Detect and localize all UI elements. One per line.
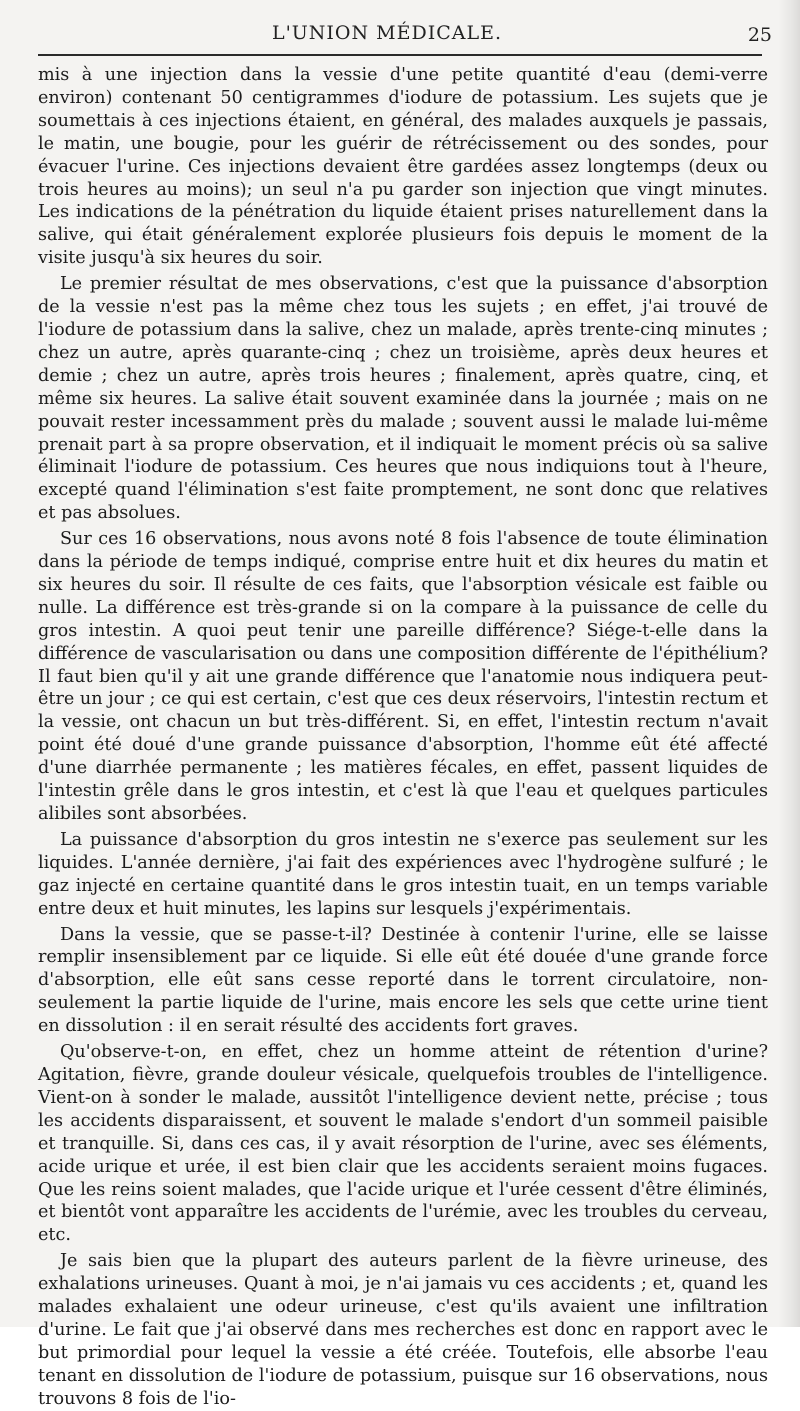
paragraph-3: Sur ces 16 observations, nous avons noté 8 fois l'absence de toute élimination dans la période de temps indiqué, comprise entre huit et dix heures du matin et six heures du soir. Il résulte de ces faits, que l'absorption vésicale est faible ou nulle. La différence est très-grande si on la compare à la puissance de celle du gros intestin. A quoi peut tenir une pareille différence? Siége-t-elle dans la différence de vascularisation ou dans une composition différente de l'épithélium? Il faut bien qu'il y ait une grande différence que l'anatomie nous indiquera peut-être un jour ; ce qui est certain, c'est que ces deux réservoirs, l'intestin rectum et la vessie, ont chacun un but très-différent. Si, en effet, l'intestin rectum n'avait point été doué d'une grande puissance d'absorption, l'homme eût été affecté d'une diarrhée permanente ; les matières fécales, en effet, passent liquides de l'intestin grêle dans le gros intestin, et c'est là que l'eau et quelques particules alibiles sont absorbées.: [38, 529, 768, 824]
header-rule: [38, 54, 762, 56]
paragraph-6: Qu'observe-t-on, en effet, chez un homme atteint de rétention d'urine? Agitation, fièvre, grande douleur vésicale, quelquefois troubles de l'intelligence. Vient-on à sonder le malade, aussitôt l'intelligence devient nette, précise ; tous les accidents disparaissent, et souvent le malade s'endort d'un sommeil paisible et tranquille. Si, dans ces cas, il y avait résorption de l'urine, avec ses éléments, acide urique et urée, il est bien clair que les accidents seraient moins fugaces. Que les reins soient malades, que l'acide urique et l'urée cessent d'être éliminés, et bientôt vont apparaître les accidents de l'urémie, avec les troubles du cerveau, etc.: [38, 1042, 768, 1246]
paragraph-1: mis à une injection dans la vessie d'une petite quantité d'eau (demi-verre environ) contenant 50 centigrammes d'iodure de potassium. Les sujets que je soumettais à ces injections étaient, en général, des malades auxquels je passais, le matin, une bougie, pour les guérir de rétrécissement ou des sondes, pour évacuer l'urine. Ces injections devaient être gardées assez longtemps (deux ou trois heures au moins); un seul n'a pu garder son injection que vingt minutes. Les indications de la pénétration du liquide étaient prises naturellement dans la salive, qui était généralement explorée plusieurs fois depuis le moment de la visite jusqu'à six heures du soir.: [38, 65, 768, 269]
body-text: [38, 64, 768, 1411]
page-number: 25: [747, 24, 772, 46]
paragraph-7: Je sais bien que la plupart des auteurs parlent de la fièvre urineuse, des exhalations urineuses. Quant à moi, je n'ai jamais vu ces accidents ; et, quand les malades exhalaient une odeur urineuse, c'est qu'ils avaient une infiltration d'urine. Le fait que j'ai observé dans mes recherches est donc en rapport avec le but primordial pour lequel la vessie a été créée. Toutefois, elle absorbe l'eau tenant en dissolution de l'iodure de potassium, puisque sur 16 observations, nous trouvons 8 fois de l'io-: [38, 1251, 768, 1409]
paragraph-4: La puissance d'absorption du gros intestin ne s'exerce pas seulement sur les liquides. L'année dernière, j'ai fait des expériences avec l'hydrogène sulfuré ; le gaz injecté en certaine quantité dans le gros intestin tuait, en un temps variable entre deux et huit minutes, les lapins sur lesquels j'expérimentais.: [38, 829, 768, 919]
paragraph-2: Le premier résultat de mes observations, c'est que la puissance d'absorption de la vessie n'est pas la même chez tous les sujets ; en effet, j'ai trouvé de l'iodure de potassium dans la salive, chez un malade, après trente-cinq minutes ; chez un autre, après quarante-cinq ; chez un troisième, après deux heures et demie ; chez un autre, après trois heures ; finalement, après quatre, cinq, et même six heures. La salive était souvent examinée dans la journée ; mais on ne pouvait rester incessamment près du malade ; souvent aussi le malade lui-même prenait part à sa propre observation, et il indiquait le moment précis où sa salive éliminait l'iodure de potassium. Ces heures que nous indiquions tout à l'heure, excepté quand l'élimination s'est faite promptement, ne sont donc que relatives et pas absolues.: [38, 274, 768, 524]
paragraph-5: Dans la vessie, que se passe-t-il? Destinée à contenir l'urine, elle se laisse remplir insensiblement par ce liquide. Si elle eût été douée d'une grande force d'absorption, elle eût sans cesse reporté dans le torrent circulatoire, non-seulement la partie liquide de l'urine, mais encore les sels que cette urine tient en dissolution : il en serait résulté des accidents fort graves.: [38, 924, 768, 1037]
running-title: L'UNION MÉDICALE.: [271, 22, 503, 44]
page-header: [38, 14, 772, 48]
